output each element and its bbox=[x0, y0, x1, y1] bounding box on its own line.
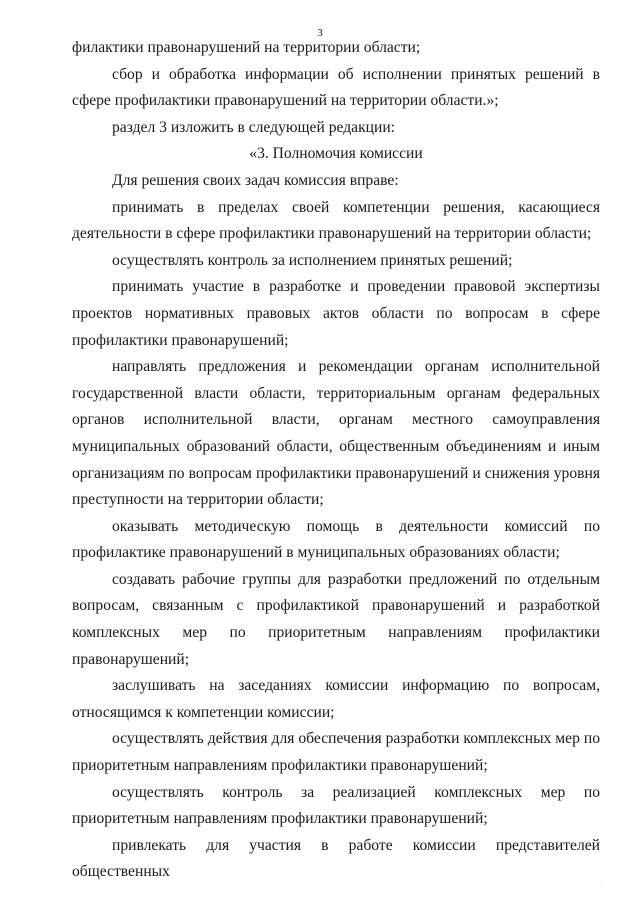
paragraph-power-decisions: принимать в пределах своей компетенции решения, касающиеся деятельности в сфере профилактики правонарушений на территории области; bbox=[72, 198, 600, 243]
section-heading: «3. Полномочия комиссии bbox=[249, 145, 423, 163]
paragraph-power-hearings: заслушивать на заседаниях комиссии информацию по вопросам, относящимся к компетенции комиссии; bbox=[72, 677, 600, 721]
paragraph-power-implementation-control: осуществлять контроль за реализацией комплексных мер по приоритетным направлениям профилактики правонарушений; bbox=[72, 783, 600, 828]
paragraph-power-control: осуществлять контроль за исполнением принятых решений; bbox=[112, 251, 513, 269]
paragraph-power-working-groups: создавать рабочие группы для разработки предложений по отдельным вопросам, связанным с профилактикой правонарушений и разработкой комплексных мер по приоритетным направлениям профилактики правонарушений; bbox=[72, 570, 600, 668]
paragraph-info-collection: сбор и обработка информации об исполнении принятых решений в сфере профилактики правонарушений на территории области.»; bbox=[72, 65, 600, 110]
paragraph-power-methodical-help: оказывать методическую помощь в деятельности комиссий по профилактике правонарушений в муниципальных образованиях области; bbox=[72, 517, 600, 562]
paragraph-continuation: филактики правонарушений на территории области; bbox=[72, 39, 421, 56]
paragraph-power-involve: привлекать для участия в работе комиссии представителей общественных bbox=[72, 836, 600, 881]
document-body bbox=[72, 35, 600, 886]
paragraph-power-expertise: принимать участие в разработке и проведении правовой экспертизы проектов нормативных правовых актов области по вопросам в сфере профилактики правонарушений; bbox=[72, 278, 600, 349]
paragraph-powers-intro: Для решения своих задач комиссия вправе: bbox=[112, 171, 399, 189]
paragraph-amendment-intro: раздел 3 изложить в следующей редакции: bbox=[112, 118, 396, 136]
page-number: 3 bbox=[317, 27, 323, 39]
paragraph-power-recommendations: направлять предложения и рекомендации органам исполнительной государственной власти области, территориальным органам федеральных органов исполнительной власти, органам местного самоуправления муниципальных образований области, общественным объединениям и иным организациям по вопросам профилактики правонарушений и снижения уровня преступности на территории области; bbox=[72, 358, 600, 509]
paragraph-power-measures: осуществлять действия для обеспечения разработки комплексных мер по приоритетным направлениям профилактики правонарушений; bbox=[72, 730, 600, 775]
scan-mark: · bbox=[600, 884, 602, 890]
